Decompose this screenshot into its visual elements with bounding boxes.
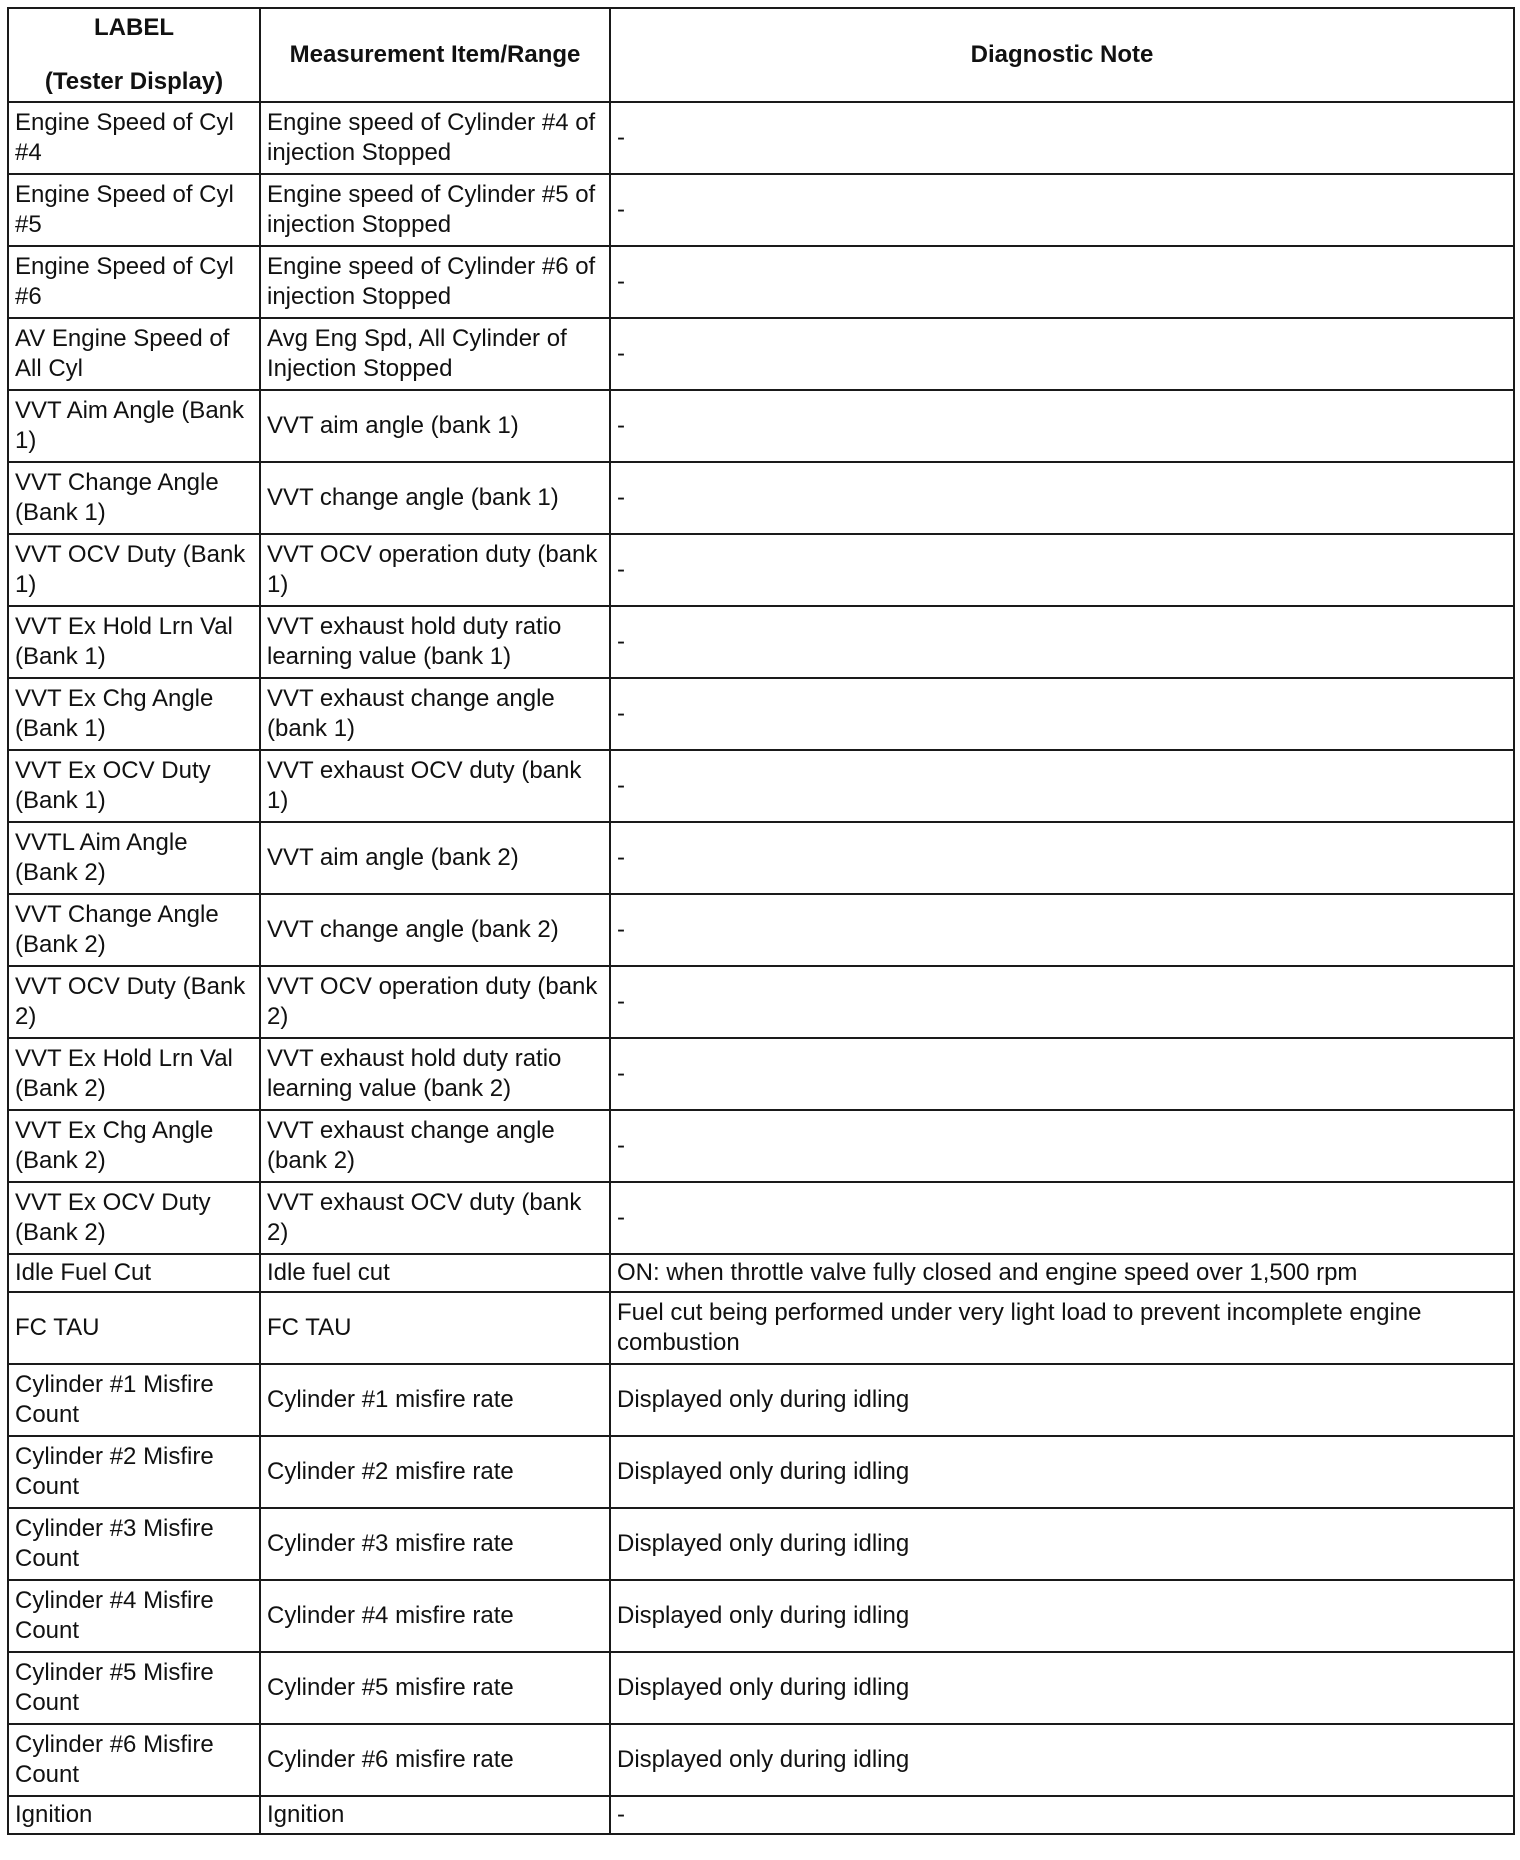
cell-measurement: VVT change angle (bank 2) [260,894,610,966]
cell-measurement: VVT aim angle (bank 2) [260,822,610,894]
cell-note: - [610,1038,1514,1110]
cell-measurement: Cylinder #2 misfire rate [260,1436,610,1508]
cell-note: - [610,966,1514,1038]
table-row [8,1292,1514,1364]
cell-measurement: VVT exhaust OCV duty (bank 1) [260,750,610,822]
table-row [8,1580,1514,1652]
cell-label: Cylinder #5 Misfire Count [8,1652,260,1724]
cell-note: - [610,750,1514,822]
cell-measurement: Cylinder #6 misfire rate [260,1724,610,1796]
cell-measurement: Ignition [260,1796,610,1834]
cell-note: - [610,462,1514,534]
table-row [8,1436,1514,1508]
data-list-sheet [7,7,1513,1835]
cell-label: Cylinder #4 Misfire Count [8,1580,260,1652]
table-row [8,678,1514,750]
cell-note: Displayed only during idling [610,1364,1514,1436]
table-row [8,462,1514,534]
cell-label: VVT Ex Hold Lrn Val (Bank 1) [8,606,260,678]
cell-note: - [610,894,1514,966]
cell-measurement: Idle fuel cut [260,1254,610,1292]
cell-label: Engine Speed of Cyl #5 [8,174,260,246]
cell-note: - [610,174,1514,246]
table-row [8,1364,1514,1436]
cell-measurement: FC TAU [260,1292,610,1364]
table-row [8,534,1514,606]
cell-note: Displayed only during idling [610,1508,1514,1580]
cell-measurement: VVT exhaust change angle (bank 2) [260,1110,610,1182]
cell-label: VVTL Aim Angle (Bank 2) [8,822,260,894]
cell-note: Displayed only during idling [610,1580,1514,1652]
header-label [8,8,260,102]
cell-measurement: Engine speed of Cylinder #4 of injection Stopped [260,102,610,174]
cell-note: - [610,318,1514,390]
table-row [8,1796,1514,1834]
cell-label: VVT Ex Chg Angle (Bank 2) [8,1110,260,1182]
header-measurement: Measurement Item/Range [260,8,610,102]
cell-measurement: VVT aim angle (bank 1) [260,390,610,462]
cell-label: VVT OCV Duty (Bank 1) [8,534,260,606]
table-row [8,606,1514,678]
cell-note: - [610,246,1514,318]
table-row [8,318,1514,390]
cell-note: Fuel cut being performed under very light load to prevent incomplete engine combustion [610,1292,1514,1364]
cell-label: Engine Speed of Cyl #4 [8,102,260,174]
table-row [8,1182,1514,1254]
cell-note: Displayed only during idling [610,1724,1514,1796]
table-row [8,246,1514,318]
table-row [8,174,1514,246]
cell-note: - [610,606,1514,678]
cell-measurement: Engine speed of Cylinder #6 of injection Stopped [260,246,610,318]
header-note: Diagnostic Note [610,8,1514,102]
cell-note: - [610,678,1514,750]
cell-label: Cylinder #3 Misfire Count [8,1508,260,1580]
table-row [8,966,1514,1038]
cell-note: - [610,1182,1514,1254]
header-label-line1: LABEL [94,14,174,41]
cell-label: VVT Change Angle (Bank 2) [8,894,260,966]
cell-label: Cylinder #1 Misfire Count [8,1364,260,1436]
table-row [8,750,1514,822]
table-body [8,102,1514,1834]
cell-label: Cylinder #6 Misfire Count [8,1724,260,1796]
cell-note: - [610,534,1514,606]
cell-measurement: Avg Eng Spd, All Cylinder of Injection Stopped [260,318,610,390]
cell-measurement: VVT change angle (bank 1) [260,462,610,534]
cell-label: VVT Ex OCV Duty (Bank 1) [8,750,260,822]
cell-label: Ignition [8,1796,260,1834]
cell-label: VVT OCV Duty (Bank 2) [8,966,260,1038]
cell-note: Displayed only during idling [610,1652,1514,1724]
cell-measurement: Cylinder #3 misfire rate [260,1508,610,1580]
cell-label: VVT Ex Hold Lrn Val (Bank 2) [8,1038,260,1110]
cell-measurement: VVT exhaust hold duty ratio learning value (bank 1) [260,606,610,678]
cell-note: Displayed only during idling [610,1436,1514,1508]
cell-measurement: Engine speed of Cylinder #5 of injection Stopped [260,174,610,246]
header-row [8,8,1514,102]
cell-measurement: Cylinder #1 misfire rate [260,1364,610,1436]
cell-measurement: Cylinder #4 misfire rate [260,1580,610,1652]
cell-label: AV Engine Speed of All Cyl [8,318,260,390]
table-row [8,1254,1514,1292]
cell-note: - [610,1110,1514,1182]
table-row [8,1652,1514,1724]
cell-measurement: VVT exhaust hold duty ratio learning value (bank 2) [260,1038,610,1110]
cell-note: - [610,822,1514,894]
cell-measurement: Cylinder #5 misfire rate [260,1652,610,1724]
cell-note: ON: when throttle valve fully closed and engine speed over 1,500 rpm [610,1254,1514,1292]
cell-label: FC TAU [8,1292,260,1364]
cell-measurement: VVT exhaust change angle (bank 1) [260,678,610,750]
table-row [8,822,1514,894]
table-row [8,390,1514,462]
table-header [8,8,1514,102]
cell-note: - [610,102,1514,174]
cell-label: VVT Ex Chg Angle (Bank 1) [8,678,260,750]
table-row [8,102,1514,174]
table-row [8,1724,1514,1796]
cell-label: VVT Aim Angle (Bank 1) [8,390,260,462]
header-label-line2: (Tester Display) [44,68,224,95]
cell-label: Cylinder #2 Misfire Count [8,1436,260,1508]
table-row [8,894,1514,966]
cell-measurement: VVT exhaust OCV duty (bank 2) [260,1182,610,1254]
table-row [8,1508,1514,1580]
cell-note: - [610,1796,1514,1834]
table-row [8,1110,1514,1182]
cell-note: - [610,390,1514,462]
table-row [8,1038,1514,1110]
cell-label: VVT Change Angle (Bank 1) [8,462,260,534]
cell-label: Idle Fuel Cut [8,1254,260,1292]
cell-measurement: VVT OCV operation duty (bank 2) [260,966,610,1038]
cell-label: Engine Speed of Cyl #6 [8,246,260,318]
data-list-table [7,7,1515,1835]
cell-measurement: VVT OCV operation duty (bank 1) [260,534,610,606]
cell-label: VVT Ex OCV Duty (Bank 2) [8,1182,260,1254]
